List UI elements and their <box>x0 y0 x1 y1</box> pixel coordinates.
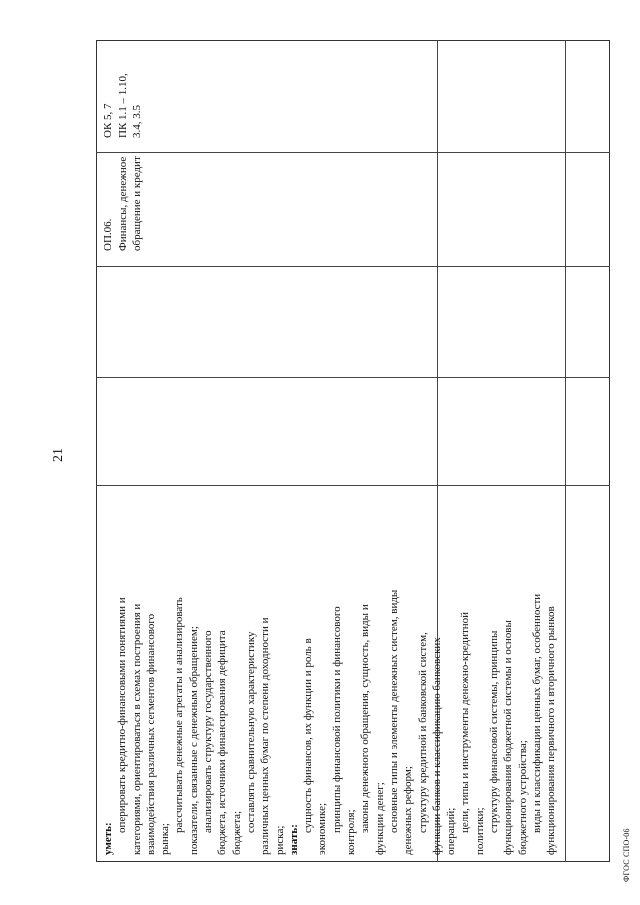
text-line: бюджетного устройства; <box>516 740 529 855</box>
text-line: цели, типы и инструменты денежно-кредитной <box>459 611 472 833</box>
knowledge-list <box>301 495 558 855</box>
discipline-cell <box>101 131 145 251</box>
discipline-name-line-2: обращение и кредит <box>131 156 143 251</box>
text-line: экономике; <box>316 802 329 855</box>
text-line: функции денег; <box>373 782 386 855</box>
text-line: контроля; <box>345 809 358 855</box>
text-line: бюджета; <box>230 810 243 855</box>
column-divider-discipline <box>96 266 610 267</box>
text-line: функционирования бюджетной системы и основы <box>502 620 515 855</box>
text-line: операций; <box>445 807 458 855</box>
text-line: политики; <box>473 807 486 855</box>
text-line: категориями, ориентироваться в схемах построения и <box>130 603 143 855</box>
document-footer: ФГОС СПО-06 <box>622 828 631 882</box>
knowledge-heading: знать: <box>287 824 300 855</box>
skills-heading: уметь: <box>102 822 114 855</box>
text-line: составлять сравнительную характеристику <box>244 631 257 833</box>
text-line: рассчитывать денежные агрегаты и анализировать <box>173 597 186 833</box>
text-line: сущность финансов, их функции и роль в <box>302 638 315 833</box>
text-line: структуру кредитной и банковской систем, <box>416 632 429 833</box>
column-divider-competence <box>96 152 610 153</box>
text-line: оперировать кредитно-финансовыми понятиями и <box>116 597 129 833</box>
text-line: риска; <box>273 825 286 855</box>
text-line: принципы финансовой политики и финансового <box>330 606 343 833</box>
competence-codes-cell <box>101 46 145 138</box>
column-divider-hours-1 <box>96 485 610 486</box>
competence-line-1: ОК 5, 7 <box>102 103 114 138</box>
row-divider-lower <box>565 40 566 862</box>
text-line: различных ценных бумаг по степени доходности и <box>259 617 272 855</box>
page-number: 21 <box>51 448 66 462</box>
text-line: денежных реформ; <box>402 766 415 855</box>
column-divider-hours-2 <box>96 377 610 378</box>
text-line: виды и классификации ценных бумаг, особенности <box>530 593 543 833</box>
text-line: рынка; <box>159 823 172 855</box>
text-line: показатели, связанные с денежным обращением; <box>187 626 200 855</box>
skills-list <box>115 495 287 855</box>
text-line: функционирования первичного и вторичного рынков <box>545 606 558 855</box>
skills-knowledge-cell <box>101 495 559 855</box>
discipline-name-line-1: Финансы, денежное <box>116 156 129 251</box>
text-line: функции банков и классификацию банковских <box>430 637 443 855</box>
competence-line-2: ПК 1.1 – 1.10, <box>116 73 129 138</box>
text-line: структуру финансовой системы, принципы <box>488 630 501 833</box>
text-line: анализировать структуру государственного <box>202 630 215 833</box>
text-line: бюджета, источники финансирования дефицита <box>216 630 229 855</box>
text-line: основные типы и элементы денежных систем, виды <box>387 589 400 833</box>
discipline-code: ОП.06. <box>102 218 114 251</box>
text-line: законы денежного обращения, сущность, виды и <box>359 604 372 833</box>
text-line: взаимодействия различных сегментов финансового <box>144 613 157 855</box>
competence-line-3: 3.4, 3.5 <box>131 105 143 138</box>
